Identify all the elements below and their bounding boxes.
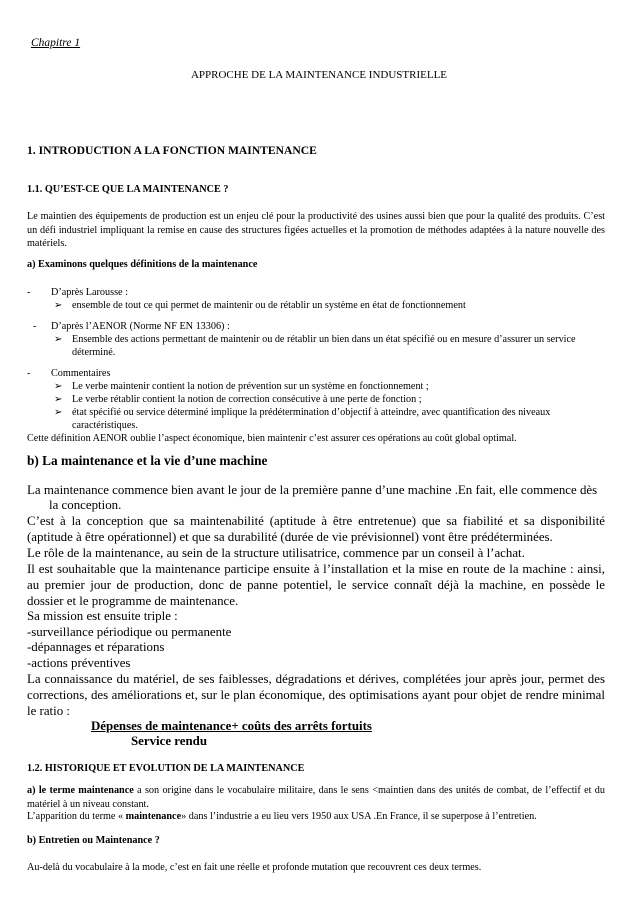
arrow-bullet-icon: ➢	[54, 381, 63, 392]
aenor-bullet-continuation: déterminé.	[72, 347, 116, 358]
ratio-denominator: Service rendu	[131, 734, 208, 748]
mission-list-item: -dépannages et réparations	[27, 640, 165, 654]
mission-list-item: -surveillance périodique ou permanente	[27, 625, 232, 639]
term-appearance-paragraph: L’apparition du terme « maintenance» dans l’industrie a eu lieu vers 1950 aux USA .En France, il se superpose à l’entretien.	[27, 811, 537, 822]
comments-label: Commentaires	[51, 368, 111, 379]
arrow-bullet-icon: ➢	[54, 300, 63, 311]
term-paragraph: a) le terme maintenance a son origine dans le vocabulaire militaire, dans le sens <maintien dans des unités de combat, de l’effectif et du matériel à un niveau constant.	[27, 785, 605, 810]
comment-bullet: ➢ Le verbe maintenir contient la notion de prévention sur un système en fonctionnement ;	[54, 381, 429, 392]
section-b-heading: b) La maintenance et la vie d’une machine	[27, 453, 268, 468]
comment-bullet-continuation: caractéristiques.	[72, 420, 138, 431]
ratio-numerator: Dépenses de maintenance+ coûts des arrêts fortuits	[91, 719, 372, 733]
larousse-label: D’après Larousse :	[51, 287, 128, 298]
term-label: a) le terme maintenance	[27, 785, 134, 796]
document-title: APPROCHE DE LA MAINTENANCE INDUSTRIELLE	[190, 69, 448, 81]
mission-paragraph: Sa mission est ensuite triple :	[27, 609, 178, 623]
arrow-bullet-icon: ➢	[54, 394, 63, 405]
paragraph-line: la conception.	[49, 498, 122, 512]
larousse-bullet: ➢ ensemble de tout ce qui permet de maintenir ou de rétablir un système en état de fonctionnement	[54, 300, 466, 311]
closing-paragraph: Au-delà du vocabulaire à la mode, c’est en fait une réelle et profonde mutation que recouvrent ces deux termes.	[27, 862, 482, 873]
maintainability-paragraph: C’est à la conception que sa maintenabilité (aptitude à être entretenue) que sa fiabilité et sa disponibilité (aptitude à être opérationnel) et que sa durabilité (durée de vie prévisionnel) vont être prédéterminées.	[27, 514, 605, 544]
role-paragraph: Le rôle de la maintenance, au sein de la structure utilisatrice, commence par un conseil à l’achat.	[27, 546, 525, 560]
mission-list-item: -actions préventives	[27, 656, 131, 670]
dash-marker: -	[33, 321, 37, 332]
aenor-label: D’après l’AENOR (Norme NF EN 13306) :	[51, 321, 230, 332]
dash-marker: -	[27, 368, 31, 379]
arrow-bullet-icon: ➢	[54, 407, 63, 418]
subsection-heading: b) Entretien ou Maintenance ?	[27, 835, 160, 846]
comment-bullet: ➢ Le verbe rétablir contient la notion de correction consécutive à une perte de fonction ;	[54, 394, 422, 405]
paragraph-line: La maintenance commence bien avant le jour de la première panne d’une machine .En fait, elle commence dès	[27, 483, 598, 497]
installation-paragraph: Il est souhaitable que la maintenance participe ensuite à l’installation et la mise en route de la machine : ainsi, au premier jour de production, donc de panne potentiel, le service connaît déjà la machine, en possède le dossier et le programme de maintenance.	[27, 562, 605, 608]
dash-marker: -	[27, 287, 31, 298]
comment-bullet: ➢ état spécifié ou service déterminé implique la prédétermination d’objectif à atteindre, avec quantification des niveaux	[54, 407, 551, 418]
chapter-label: Chapitre 1	[31, 37, 81, 49]
knowledge-paragraph: La connaissance du matériel, de ses faiblesses, dégradations et dérives, complétées jour après jour, permet des corrections, des améliorations et, sur le plan économique, des optimisations ayant pour objet de rendre minimal le ratio :	[27, 672, 605, 718]
aenor-note: Cette définition AENOR oublie l’aspect économique, bien maintenir c’est assurer ces opérations au coût global optimal.	[27, 433, 517, 444]
definitions-heading: a) Examinons quelques définitions de la maintenance	[27, 259, 258, 270]
subsection-heading: 1.1. QU’EST-CE QUE LA MAINTENANCE ?	[27, 184, 229, 195]
subsection-heading: 1.2. HISTORIQUE ET EVOLUTION DE LA MAINTENANCE	[27, 763, 305, 774]
intro-paragraph: Le maintien des équipements de production est un enjeu clé pour la productivité des usines aussi bien que pour la qualité des produits. C’est un défi industriel impliquant la remise en cause des structures figées actuelles et la promotion de méthodes adaptées à la nature nouvelle des matériels.	[27, 211, 605, 249]
aenor-bullet: ➢ Ensemble des actions permettant de maintenir ou de rétablir un bien dans un état spécifié ou en mesure d’assurer un service	[54, 334, 576, 345]
arrow-bullet-icon: ➢	[54, 334, 63, 345]
section-heading: 1. INTRODUCTION A LA FONCTION MAINTENANCE	[27, 144, 317, 157]
